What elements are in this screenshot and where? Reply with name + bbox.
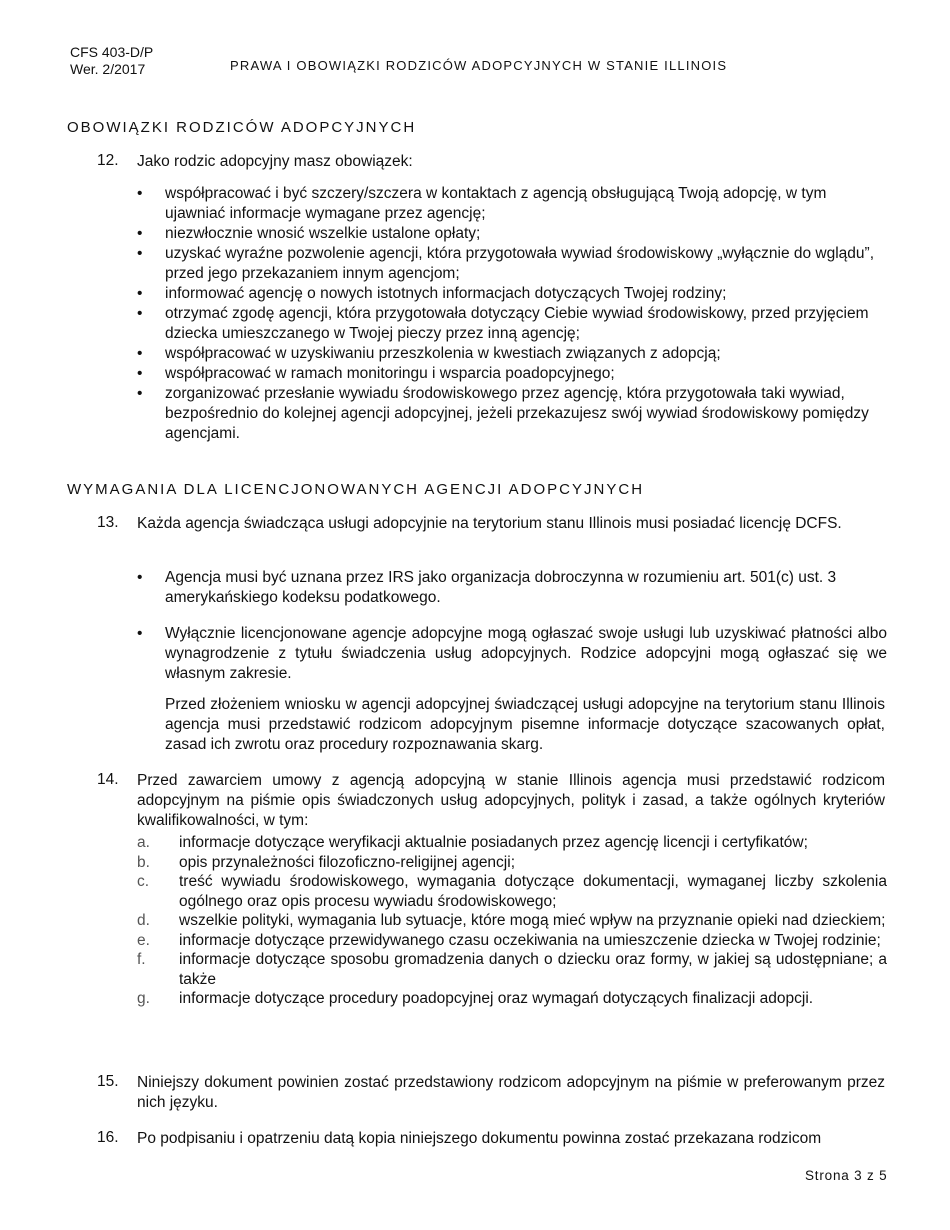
- item-number: 14.: [97, 771, 119, 788]
- item-text: Po podpisaniu i opatrzeniu datą kopia niniejszego dokumentu powinna zostać przekazana rodzicom: [137, 1130, 822, 1147]
- form-revision: Wer. 2/2017: [70, 61, 146, 77]
- obligations-list: [137, 184, 887, 444]
- form-identifier: [70, 44, 153, 78]
- item-number: 16.: [97, 1129, 119, 1146]
- sublist-item: a. informacje dotyczące weryfikacji aktualnie posiadanych przez agencję licencji i certyfikatów;: [137, 834, 808, 851]
- page-number: Strona 3 z 5: [805, 1168, 888, 1183]
- document-title: PRAWA I OBOWIĄZKI RODZICÓW ADOPCYJNYCH W STANIE ILLINOIS: [230, 58, 728, 73]
- item-number: 12.: [97, 152, 119, 169]
- list-item: • niezwłocznie wnosić wszelkie ustalone opłaty;: [137, 225, 481, 242]
- list-item: • informować agencję o nowych istotnych informacjach dotyczących Twojej rodziny;: [137, 285, 727, 302]
- sublist-item: g. informacje dotyczące procedury poadopcyjnej oraz wymagań dotyczących finalizacji adopcji.: [137, 990, 814, 1007]
- item-text: Niniejszy dokument powinien zostać przedstawiony rodzicom adopcyjnym na piśmie w preferowanym przez nich języku.: [137, 1074, 885, 1111]
- sublist-item: d. wszelkie polityki, wymagania lub sytuacje, które mogą mieć wpływ na przyznanie opieki nad dzieckiem;: [137, 912, 886, 929]
- list-item: • Agencja musi być uznana przez IRS jako organizacja dobroczynna w rozumieniu art. 501(c) ust. 3 amerykańskiego kodeksu podatkowego.: [137, 569, 837, 606]
- form-code: CFS 403-D/P: [70, 44, 154, 60]
- item-text: Każda agencja świadcząca usługi adopcyjnie na terytorium stanu Illinois musi posiadać licencję DCFS.: [137, 515, 842, 532]
- list-item: • Wyłącznie licencjonowane agencje adopcyjne mogą ogłaszać swoje usługi lub uzyskiwać płatności albo wynagrodzenie z tytułu świadczenia usług adopcyjnych. Rodzice adopcyjni mogą ogłaszać się we własnym zakresie.: [137, 625, 887, 682]
- section-heading-obligations: OBOWIĄZKI RODZICÓW ADOPCYJNYCH: [67, 119, 417, 136]
- list-item: • zorganizować przesłanie wywiadu środowiskowego przez agencję, która przygotowała taki wywiad, bezpośrednio do kolejnej agencji adopcyjnej, jeżeli przekazujesz swój wywiad środowiskowy pomiędzy agencjami.: [137, 385, 869, 442]
- list-item: • uzyskać wyraźne pozwolenie agencji, która przygotowała wywiad środowiskowy „wyłącznie do wglądu”, przed jego przekazaniem innym agencjom;: [137, 245, 875, 282]
- item-number: 13.: [97, 514, 119, 531]
- list-item: • współpracować w ramach monitoringu i wsparcia poadopcyjnego;: [137, 365, 615, 382]
- section-heading-requirements: WYMAGANIA DLA LICENCJONOWANYCH AGENCJI ADOPCYJNYCH: [67, 481, 645, 498]
- sublist-item: f. informacje dotyczące sposobu gromadzenia danych o dziecku oraz formy, w jakiej są udostępniane; a także: [137, 951, 887, 988]
- sublist-item: b. opis przynależności filozoficzno-religijnej agencji;: [137, 853, 515, 871]
- item-number: 15.: [97, 1073, 119, 1090]
- list-item: • współpracować i być szczery/szczera w kontaktach z agencją obsługującą Twoją adopcję, w tym ujawniać informacje wymagane przez agencję;: [137, 185, 827, 222]
- list-item: • współpracować w uzyskiwaniu przeszkolenia w kwestiach związanych z adopcją;: [137, 345, 721, 362]
- list-item: • otrzymać zgodę agencji, która przygotowała dotyczący Ciebie wywiad środowiskowy, przed przyjęciem dziecka umieszczanego w Twojej pieczy przez inną agencję;: [137, 305, 869, 342]
- sublist-item: c. treść wywiadu środowiskowego, wymagania dotyczące dokumentacji, wymaganej liczby szkolenia ogólnego oraz opis procesu wywiadu środowiskowego;: [137, 873, 887, 910]
- agency-requirements-list: [137, 568, 887, 684]
- sublist-item: e. informacje dotyczące przewidywanego czasu oczekiwania na umieszczenie dziecka w Twojej rodzinie;: [137, 931, 881, 949]
- item-text: Przed zawarciem umowy z agencją adopcyjną w stanie Illinois agencja musi przedstawić rodzicom adopcyjnym na piśmie opis świadczonych usług adopcyjnych, polityk i zasad, a także ogólnych kryteriów kwalifikowalności, w tym:: [137, 772, 885, 829]
- item-14-sublist: [137, 833, 887, 1009]
- item-text: Jako rodzic adopcyjny masz obowiązek:: [137, 153, 413, 170]
- paragraph-text: Przed złożeniem wniosku w agencji adopcyjnej świadczącej usługi adopcyjne na terytorium stanu Illinois agencja musi przedstawić rodzicom adopcyjnym pisemne informacje dotyczące szacowanych opłat, zasad ich zwrotu oraz procedury rozpoznawania skarg.: [165, 696, 885, 753]
